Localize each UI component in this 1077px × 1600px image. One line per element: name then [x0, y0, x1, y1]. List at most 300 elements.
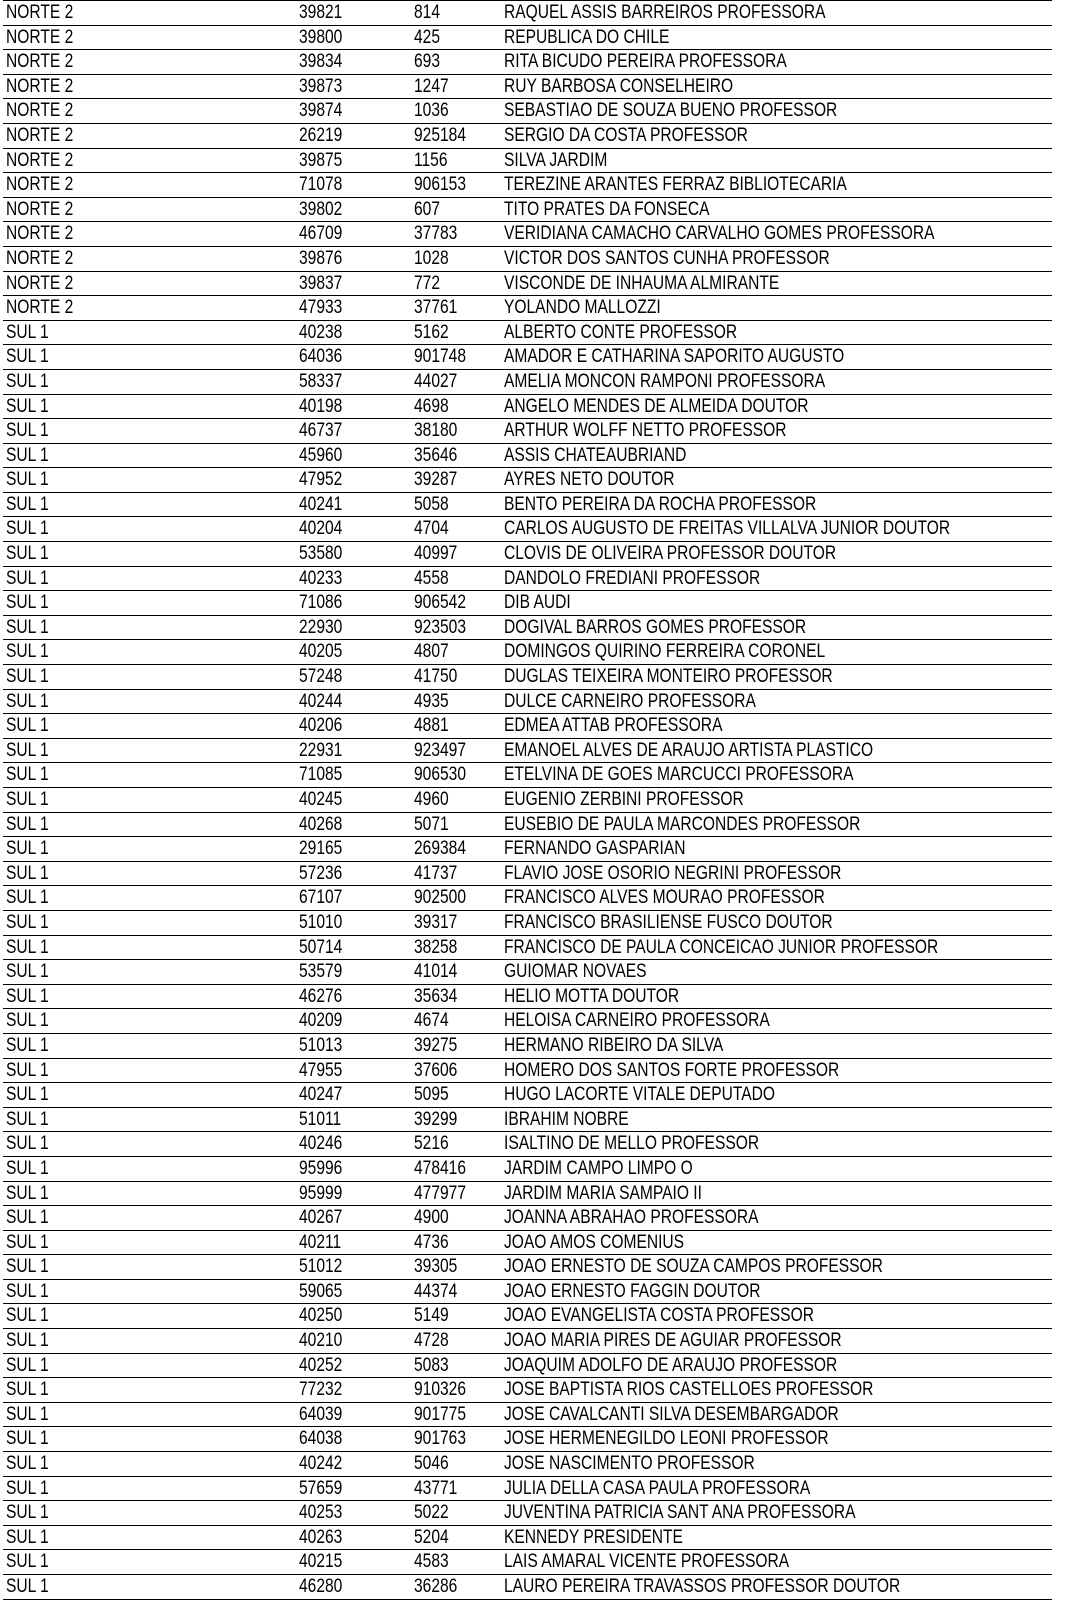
table-row: [3, 985, 1052, 1010]
school-name-cell: JOAQUIM ADOLFO DE ARAUJO PROFESSOR: [504, 1354, 838, 1376]
table-row: [3, 1501, 1052, 1526]
id-cell: 5058: [414, 493, 449, 515]
school-name-cell: YOLANDO MALLOZZI: [504, 297, 661, 319]
code-cell: 77232: [299, 1379, 343, 1401]
table-row: [3, 1108, 1052, 1133]
table-row: [3, 690, 1052, 715]
school-name-cell: RITA BICUDO PEREIRA PROFESSORA: [504, 51, 787, 73]
region-cell: SUL 1: [6, 1403, 49, 1425]
code-cell: 64038: [299, 1428, 343, 1450]
id-cell: 1028: [414, 247, 449, 269]
code-cell: 67107: [299, 887, 343, 909]
code-cell: 47952: [299, 469, 343, 491]
id-cell: 4698: [414, 395, 449, 417]
code-cell: 58337: [299, 370, 343, 392]
id-cell: 38180: [414, 420, 458, 442]
table-row: [3, 1575, 1052, 1600]
id-cell: 5216: [414, 1133, 449, 1155]
table-row: [3, 99, 1052, 124]
id-cell: 901775: [414, 1403, 466, 1425]
id-cell: 1156: [414, 149, 448, 171]
region-cell: SUL 1: [6, 764, 49, 786]
school-name-cell: TITO PRATES DA FONSECA: [504, 198, 710, 220]
table-row: [3, 149, 1052, 174]
id-cell: 4704: [414, 518, 449, 540]
code-cell: 71078: [299, 174, 343, 196]
code-cell: 51013: [299, 1034, 343, 1056]
region-cell: SUL 1: [6, 1428, 49, 1450]
region-cell: SUL 1: [6, 1084, 49, 1106]
id-cell: 38258: [414, 936, 458, 958]
id-cell: 4674: [414, 1010, 449, 1032]
id-cell: 39275: [414, 1034, 458, 1056]
id-cell: 39299: [414, 1108, 458, 1130]
region-cell: SUL 1: [6, 1133, 49, 1155]
code-cell: 71086: [299, 592, 343, 614]
school-name-cell: JOAO AMOS COMENIUS: [504, 1231, 685, 1253]
school-name-cell: IBRAHIM NOBRE: [504, 1108, 629, 1130]
id-cell: 693: [414, 51, 440, 73]
school-name-cell: JARDIM MARIA SAMPAIO II: [504, 1182, 702, 1204]
code-cell: 53579: [299, 961, 343, 983]
school-name-cell: ASSIS CHATEAUBRIAND: [504, 444, 687, 466]
code-cell: 40245: [299, 789, 343, 810]
id-cell: 923503: [414, 616, 466, 638]
code-cell: 40244: [299, 690, 343, 712]
region-cell: SUL 1: [6, 518, 49, 540]
region-cell: NORTE 2: [6, 198, 74, 220]
region-cell: SUL 1: [6, 1576, 49, 1597]
table-row: [3, 419, 1052, 444]
code-cell: 39876: [299, 247, 343, 269]
code-cell: 40267: [299, 1207, 343, 1229]
code-cell: 40238: [299, 321, 343, 343]
table-row: [3, 173, 1052, 198]
school-name-cell: EUGENIO ZERBINI PROFESSOR: [504, 789, 744, 810]
table-row: [3, 788, 1052, 813]
id-cell: 269384: [414, 838, 466, 860]
code-cell: 51010: [299, 911, 343, 933]
table-row: [3, 321, 1052, 346]
school-name-cell: VERIDIANA CAMACHO CARVALHO GOMES PROFESSORA: [504, 223, 935, 245]
id-cell: 425: [414, 26, 440, 48]
school-name-cell: DIB AUDI: [504, 592, 571, 614]
code-cell: 51012: [299, 1256, 343, 1278]
table-row: [3, 1526, 1052, 1551]
school-name-cell: JARDIM CAMPO LIMPO O: [504, 1157, 693, 1179]
code-cell: 22930: [299, 616, 343, 638]
region-cell: NORTE 2: [6, 247, 74, 269]
table-row: [3, 1329, 1052, 1354]
id-cell: 478416: [414, 1157, 466, 1179]
region-cell: NORTE 2: [6, 149, 74, 171]
id-cell: 1036: [414, 100, 449, 122]
table-row: [3, 1550, 1052, 1575]
id-cell: 5095: [414, 1084, 449, 1106]
school-name-cell: ETELVINA DE GOES MARCUCCI PROFESSORA: [504, 764, 854, 786]
id-cell: 902500: [414, 887, 466, 909]
id-cell: 5204: [414, 1526, 449, 1548]
code-cell: 39874: [299, 100, 343, 122]
region-cell: SUL 1: [6, 1108, 49, 1130]
id-cell: 39287: [414, 469, 458, 491]
table-row: [3, 837, 1052, 862]
school-name-cell: ARTHUR WOLFF NETTO PROFESSOR: [504, 420, 787, 442]
school-name-cell: AYRES NETO DOUTOR: [504, 469, 675, 491]
school-name-cell: JOAO ERNESTO FAGGIN DOUTOR: [504, 1280, 761, 1302]
school-name-cell: JOSE NASCIMENTO PROFESSOR: [504, 1453, 755, 1475]
table-row: [3, 1009, 1052, 1034]
school-name-cell: FLAVIO JOSE OSORIO NEGRINI PROFESSOR: [504, 862, 842, 884]
school-name-cell: HERMANO RIBEIRO DA SILVA: [504, 1034, 724, 1056]
code-cell: 57659: [299, 1477, 343, 1499]
table-row: [3, 493, 1052, 518]
id-cell: 4900: [414, 1207, 449, 1229]
school-name-cell: FRANCISCO BRASILIENSE FUSCO DOUTOR: [504, 911, 833, 933]
region-cell: SUL 1: [6, 1453, 49, 1475]
id-cell: 39317: [414, 911, 458, 933]
id-cell: 4558: [414, 567, 449, 589]
table-row: [3, 936, 1052, 961]
region-cell: SUL 1: [6, 1502, 49, 1524]
table-row: [3, 345, 1052, 370]
id-cell: 36286: [414, 1576, 458, 1597]
school-name-cell: ISALTINO DE MELLO PROFESSOR: [504, 1133, 760, 1155]
region-cell: SUL 1: [6, 1207, 49, 1229]
region-cell: SUL 1: [6, 715, 49, 737]
code-cell: 40215: [299, 1551, 343, 1573]
id-cell: 41737: [414, 862, 458, 884]
region-cell: NORTE 2: [6, 2, 74, 23]
id-cell: 906153: [414, 174, 466, 196]
table-row: [3, 1132, 1052, 1157]
school-name-cell: SERGIO DA COSTA PROFESSOR: [504, 124, 748, 146]
school-name-cell: TEREZINE ARANTES FERRAZ BIBLIOTECARIA: [504, 174, 847, 196]
region-cell: SUL 1: [6, 543, 49, 565]
code-cell: 40250: [299, 1305, 343, 1327]
id-cell: 40997: [414, 543, 458, 565]
id-cell: 5162: [414, 321, 449, 343]
code-cell: 50714: [299, 936, 343, 958]
region-cell: SUL 1: [6, 420, 49, 442]
table-row: [3, 886, 1052, 911]
code-cell: 40246: [299, 1133, 343, 1155]
table-row: [3, 1083, 1052, 1108]
region-cell: SUL 1: [6, 936, 49, 958]
code-cell: 29165: [299, 838, 343, 860]
code-cell: 71085: [299, 764, 343, 786]
school-name-cell: DOMINGOS QUIRINO FERREIRA CORONEL: [504, 641, 826, 663]
code-cell: 45960: [299, 444, 343, 466]
id-cell: 4728: [414, 1330, 449, 1352]
code-cell: 40253: [299, 1502, 343, 1524]
table-row: [3, 198, 1052, 223]
code-cell: 40263: [299, 1526, 343, 1548]
table-row: [3, 1034, 1052, 1059]
table-row: [3, 1280, 1052, 1305]
school-name-cell: JULIA DELLA CASA PAULA PROFESSORA: [504, 1477, 811, 1499]
table-row: [3, 1157, 1052, 1182]
table-row: [3, 296, 1052, 321]
code-cell: 57236: [299, 862, 343, 884]
school-name-cell: JOAO ERNESTO DE SOUZA CAMPOS PROFESSOR: [504, 1256, 883, 1278]
region-cell: NORTE 2: [6, 51, 74, 73]
id-cell: 4960: [414, 789, 449, 810]
school-table: [3, 0, 1052, 1600]
id-cell: 4807: [414, 641, 449, 663]
table-row: [3, 1059, 1052, 1084]
code-cell: 40268: [299, 813, 343, 835]
table-row: [3, 665, 1052, 690]
region-cell: SUL 1: [6, 739, 49, 761]
school-name-cell: AMELIA MONCON RAMPONI PROFESSORA: [504, 370, 826, 392]
region-cell: SUL 1: [6, 1059, 49, 1081]
school-name-cell: JOAO EVANGELISTA COSTA PROFESSOR: [504, 1305, 814, 1327]
table-row: [3, 517, 1052, 542]
region-cell: SUL 1: [6, 690, 49, 712]
table-row: [3, 395, 1052, 420]
region-cell: SUL 1: [6, 1305, 49, 1327]
id-cell: 41750: [414, 666, 458, 688]
table-row: [3, 1182, 1052, 1207]
school-name-cell: JOSE BAPTISTA RIOS CASTELLOES PROFESSOR: [504, 1379, 874, 1401]
code-cell: 95996: [299, 1157, 343, 1179]
region-cell: SUL 1: [6, 1330, 49, 1352]
code-cell: 47933: [299, 297, 343, 319]
table-row: [3, 911, 1052, 936]
region-cell: NORTE 2: [6, 100, 74, 122]
school-name-cell: RUY BARBOSA CONSELHEIRO: [504, 75, 734, 97]
id-cell: 906530: [414, 764, 466, 786]
school-name-cell: FRANCISCO ALVES MOURAO PROFESSOR: [504, 887, 825, 909]
table-row: [3, 591, 1052, 616]
table-row: [3, 616, 1052, 641]
code-cell: 51011: [299, 1108, 342, 1130]
table-row: [3, 640, 1052, 665]
code-cell: 46280: [299, 1576, 343, 1597]
table-row: [3, 960, 1052, 985]
id-cell: 901763: [414, 1428, 466, 1450]
code-cell: 39800: [299, 26, 343, 48]
id-cell: 814: [414, 2, 440, 23]
id-cell: 4736: [414, 1231, 449, 1253]
id-cell: 906542: [414, 592, 466, 614]
school-name-cell: JUVENTINA PATRICIA SANT ANA PROFESSORA: [504, 1502, 856, 1524]
region-cell: SUL 1: [6, 346, 49, 368]
school-name-cell: FERNANDO GASPARIAN: [504, 838, 686, 860]
code-cell: 40204: [299, 518, 343, 540]
table-row: [3, 222, 1052, 247]
id-cell: 910326: [414, 1379, 466, 1401]
id-cell: 4583: [414, 1551, 449, 1573]
table-row: [3, 468, 1052, 493]
code-cell: 53580: [299, 543, 343, 565]
table-row: [3, 763, 1052, 788]
id-cell: 37606: [414, 1059, 458, 1081]
table-row: [3, 75, 1052, 100]
code-cell: 59065: [299, 1280, 343, 1302]
code-cell: 40206: [299, 715, 343, 737]
id-cell: 925184: [414, 124, 466, 146]
region-cell: SUL 1: [6, 1034, 49, 1056]
code-cell: 40205: [299, 641, 343, 663]
region-cell: SUL 1: [6, 616, 49, 638]
table-row: [3, 1452, 1052, 1477]
region-cell: SUL 1: [6, 813, 49, 835]
region-cell: SUL 1: [6, 862, 49, 884]
school-name-cell: ANGELO MENDES DE ALMEIDA DOUTOR: [504, 395, 809, 417]
region-cell: SUL 1: [6, 838, 49, 860]
table-row: [3, 739, 1052, 764]
table-row: [3, 567, 1052, 592]
school-name-cell: HOMERO DOS SANTOS FORTE PROFESSOR: [504, 1059, 840, 1081]
table-row: [3, 1427, 1052, 1452]
region-cell: SUL 1: [6, 666, 49, 688]
code-cell: 46709: [299, 223, 343, 245]
region-cell: SUL 1: [6, 641, 49, 663]
school-name-cell: KENNEDY PRESIDENTE: [504, 1526, 683, 1548]
code-cell: 39834: [299, 51, 343, 73]
code-cell: 64036: [299, 346, 343, 368]
region-cell: SUL 1: [6, 370, 49, 392]
school-name-cell: BENTO PEREIRA DA ROCHA PROFESSOR: [504, 493, 817, 515]
school-name-cell: ALBERTO CONTE PROFESSOR: [504, 321, 738, 343]
region-cell: SUL 1: [6, 887, 49, 909]
code-cell: 39837: [299, 272, 343, 294]
code-cell: 40211: [299, 1231, 342, 1253]
code-cell: 39821: [299, 2, 343, 23]
region-cell: NORTE 2: [6, 223, 74, 245]
table-row: [3, 444, 1052, 469]
school-name-cell: CARLOS AUGUSTO DE FREITAS VILLALVA JUNIOR DOUTOR: [504, 518, 951, 540]
school-name-cell: EUSEBIO DE PAULA MARCONDES PROFESSOR: [504, 813, 861, 835]
table-row: [3, 50, 1052, 75]
region-cell: NORTE 2: [6, 297, 74, 319]
school-name-cell: VISCONDE DE INHAUMA ALMIRANTE: [504, 272, 780, 294]
school-name-cell: JOANNA ABRAHAO PROFESSORA: [504, 1207, 759, 1229]
id-cell: 41014: [414, 961, 458, 983]
region-cell: SUL 1: [6, 1256, 49, 1278]
region-cell: SUL 1: [6, 567, 49, 589]
school-name-cell: HELIO MOTTA DOUTOR: [504, 985, 680, 1007]
school-name-cell: DOGIVAL BARROS GOMES PROFESSOR: [504, 616, 807, 638]
region-cell: SUL 1: [6, 1354, 49, 1376]
region-cell: NORTE 2: [6, 174, 74, 196]
region-cell: SUL 1: [6, 1157, 49, 1179]
school-name-cell: DUGLAS TEIXEIRA MONTEIRO PROFESSOR: [504, 666, 833, 688]
school-name-cell: JOAO MARIA PIRES DE AGUIAR PROFESSOR: [504, 1330, 842, 1352]
id-cell: 4935: [414, 690, 449, 712]
region-cell: SUL 1: [6, 1280, 49, 1302]
id-cell: 39305: [414, 1256, 458, 1278]
table-row: [3, 124, 1052, 149]
code-cell: 39873: [299, 75, 343, 97]
school-name-cell: REPUBLICA DO CHILE: [504, 26, 670, 48]
code-cell: 40252: [299, 1354, 343, 1376]
code-cell: 22931: [299, 739, 343, 761]
school-name-cell: LAIS AMARAL VICENTE PROFESSORA: [504, 1551, 790, 1573]
code-cell: 40233: [299, 567, 343, 589]
code-cell: 47955: [299, 1059, 343, 1081]
id-cell: 5046: [414, 1453, 449, 1475]
region-cell: SUL 1: [6, 985, 49, 1007]
region-cell: SUL 1: [6, 961, 49, 983]
id-cell: 901748: [414, 346, 466, 368]
id-cell: 4881: [414, 715, 449, 737]
code-cell: 46276: [299, 985, 343, 1007]
code-cell: 95999: [299, 1182, 343, 1204]
school-name-cell: FRANCISCO DE PAULA CONCEICAO JUNIOR PROFESSOR: [504, 936, 939, 958]
region-cell: SUL 1: [6, 1526, 49, 1548]
school-name-cell: JOSE CAVALCANTI SILVA DESEMBARGADOR: [504, 1403, 839, 1425]
table-row: [3, 247, 1052, 272]
id-cell: 923497: [414, 739, 466, 761]
school-name-cell: DANDOLO FREDIANI PROFESSOR: [504, 567, 761, 589]
code-cell: 40210: [299, 1330, 343, 1352]
table-row: [3, 813, 1052, 838]
id-cell: 35646: [414, 444, 458, 466]
id-cell: 5071: [414, 813, 449, 835]
id-cell: 35634: [414, 985, 458, 1007]
table-row: [3, 862, 1052, 887]
region-cell: SUL 1: [6, 395, 49, 417]
code-cell: 39875: [299, 149, 343, 171]
code-cell: 64039: [299, 1403, 343, 1425]
school-name-cell: EDMEA ATTAB PROFESSORA: [504, 715, 723, 737]
id-cell: 44027: [414, 370, 458, 392]
region-cell: SUL 1: [6, 1010, 49, 1032]
id-cell: 772: [414, 272, 440, 294]
table-row: [3, 370, 1052, 395]
table-row: [3, 1255, 1052, 1280]
region-cell: NORTE 2: [6, 75, 74, 97]
region-cell: SUL 1: [6, 1231, 49, 1253]
code-cell: 40198: [299, 395, 343, 417]
school-name-cell: SEBASTIAO DE SOUZA BUENO PROFESSOR: [504, 100, 838, 122]
table-row: [3, 1477, 1052, 1502]
table-row: [3, 26, 1052, 51]
region-cell: SUL 1: [6, 592, 49, 614]
table-row: [3, 1304, 1052, 1329]
table-row: [3, 272, 1052, 297]
region-cell: NORTE 2: [6, 124, 74, 146]
id-cell: 5022: [414, 1502, 449, 1524]
region-cell: SUL 1: [6, 493, 49, 515]
table-row: [3, 542, 1052, 567]
school-name-cell: EMANOEL ALVES DE ARAUJO ARTISTA PLASTICO: [504, 739, 874, 761]
school-name-cell: AMADOR E CATHARINA SAPORITO AUGUSTO: [504, 346, 845, 368]
id-cell: 37783: [414, 223, 458, 245]
id-cell: 477977: [414, 1182, 466, 1204]
code-cell: 40242: [299, 1453, 343, 1475]
table-row: [3, 1378, 1052, 1403]
region-cell: NORTE 2: [6, 272, 74, 294]
id-cell: 1247: [414, 75, 449, 97]
school-name-cell: VICTOR DOS SANTOS CUNHA PROFESSOR: [504, 247, 830, 269]
region-cell: SUL 1: [6, 1379, 49, 1401]
school-name-cell: GUIOMAR NOVAES: [504, 961, 647, 983]
region-cell: SUL 1: [6, 789, 49, 810]
id-cell: 37761: [414, 297, 458, 319]
school-name-cell: RAQUEL ASSIS BARREIROS PROFESSORA: [504, 2, 826, 23]
region-cell: SUL 1: [6, 321, 49, 343]
id-cell: 5149: [414, 1305, 449, 1327]
table-row: [3, 1206, 1052, 1231]
code-cell: 26219: [299, 124, 343, 146]
school-name-cell: CLOVIS DE OLIVEIRA PROFESSOR DOUTOR: [504, 543, 837, 565]
code-cell: 39802: [299, 198, 343, 220]
code-cell: 40209: [299, 1010, 343, 1032]
